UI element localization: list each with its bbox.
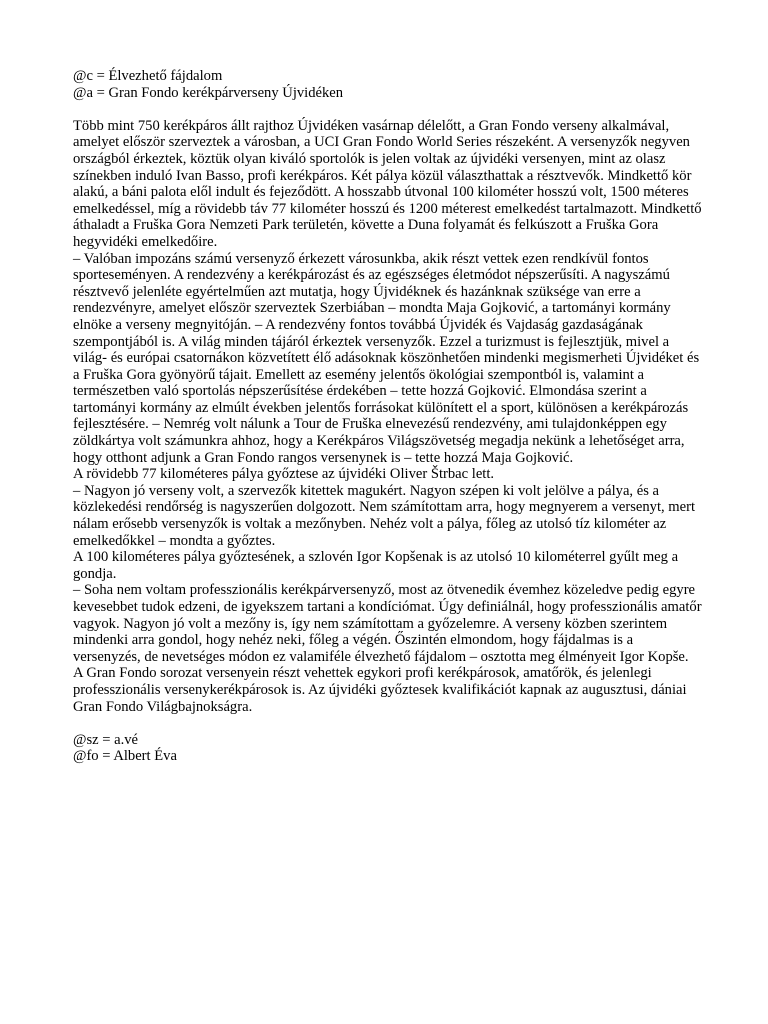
paragraph-short-route-winner: A rövidebb 77 kilométeres pálya győztese az újvidéki Oliver Štrbac lett.	[73, 466, 495, 483]
document-page	[73, 68, 703, 765]
paragraph-long-route-winner: A 100 kilométeres pálya győztesének, a szlovén Igor Kopšenak is az utolsó 10 kilométerrel gyűlt meg a gondja.	[73, 549, 679, 582]
tag-fo-line: @fo = Albert Éva	[73, 748, 177, 765]
blank-line	[73, 101, 703, 118]
tag-a-line: @a = Gran Fondo kerékpárverseny Újvidéken	[73, 84, 344, 101]
paragraph-kopse-quote: – Soha nem voltam professzionális kerékpárversenyző, most az ötvenedik évemhez közeledve pedig egyre kevesebbet tudok edzeni, de igyekszem tartani a kondíciómat. Úgy definiálnál, hogy professzionális amatőr vagyok. Nagyon jó volt a mezőny is, így nem számítottam a győzelemre. A verseny közben szerintem mindenki arra gondol, hogy nehéz neki, főleg a végén. Őszintén elmondom, hogy fájdalmas is a versenyzés, de nevetséges módon ez valamiféle élvezhető fájdalom – osztotta meg élményeit Igor Kopše.	[73, 582, 702, 665]
paragraph-series-info: A Gran Fondo sorozat versenyein részt vehettek egykori profi kerékpárosok, amatőrök, és jelenlegi professzionális versenykerékpárosok is. Az újvidéki győztesek kvalifikációt kapnak az augusztusi, dániai Gran Fondo Világbajnokságra.	[73, 665, 687, 715]
tag-sz-line: @sz = a.vé	[73, 731, 139, 748]
paragraph-gojkovic-quote: – Valóban impozáns számú versenyző érkezett városunkba, akik részt vettek ezen rendkívül fontos sporteseményen. A rendezvény a kerékpározást és az egészséges életmódot népszerűsíti. A nagyszámú résztvevő jelenléte egyértelműen azt mutatja, hogy Újvidéknek és hazánknak szüksége van erre a rendezvényre, amelyet először szerveztek Szerbiában – mondta Maja Gojković, a tartományi kormány elnöke a verseny megnyitóján. – A rendezvény fontos továbbá Újvidék és Vajdaság gazdaságának szempontjából is. A világ minden tájáról érkeztek versenyzők. Ezzel a turizmust is fejlesztjük, mivel a világ- és európai csatornákon közvetített élő adásoknak köszönhetően mindenki megismerheti Újvidéket és a Fruška Gora gyönyörű tájait. Emellett az esemény jelentős ökológiai szempontból is, valamint a természetben való sportolás népszerűsítése érdekében – tette hozzá Gojković. Elmondása szerint a tartományi kormány az elmúlt években jelentős forrásokat különített el a sport, különösen a kerékpározás fejlesztésére. – Nemrég volt nálunk a Tour de Fruška elnevezésű rendezvény, ami tulajdonképpen egy zöldkártya volt számunkra ahhoz, hogy a Kerékpáros Világszövetség megadja nekünk a lehetőséget arra, hogy otthont adjunk a Gran Fondo rangos versenynek is – tette hozzá Maja Gojković.	[73, 250, 700, 466]
paragraph-strbac-quote: – Nagyon jó verseny volt, a szervezők kitettek magukért. Nagyon szépen ki volt jelölve a pálya, és a közlekedési rendőrség is nagyszerűen dolgozott. Nem számítottam arra, hogy megnyerem a versenyt, mert nálam erősebb versenyzők is voltak a mezőnyben. Nehéz volt a pálya, főleg az utolsó tíz kilométer az emelkedőkkel – mondta a győztes.	[73, 482, 696, 549]
tag-c-line: @c = Élvezhető fájdalom	[73, 68, 223, 84]
paragraph-intro: Több mint 750 kerékpáros állt rajthoz Újvidéken vasárnap délelőtt, a Gran Fondo verseny alkalmával, amelyet először szerveztek a városban, a UCI Gran Fondo World Series részeként. A versenyzők negyven országból érkeztek, köztük olyan kiváló sportolók is jelen voltak az újvidéki versenyen, mint az olasz színekben induló Ivan Basso, profi kerékpáros. Két pálya közül választhattak a résztvevők. Mindkettő kör alakú, a báni palota elől indult és fejeződött. A hosszabb útvonal 100 kilométer hosszú volt, 1500 méteres emelkedéssel, míg a rövidebb táv 77 kilométer hosszú és 1200 méterest emelkedést tartalmazott. Mindkettő áthaladt a Fruška Gora Nemzeti Park területén, követte a Duna folyamát és felkúszott a Fruška Gora hegyvidéki emelkedőire.	[73, 117, 702, 250]
blank-line	[73, 715, 703, 732]
